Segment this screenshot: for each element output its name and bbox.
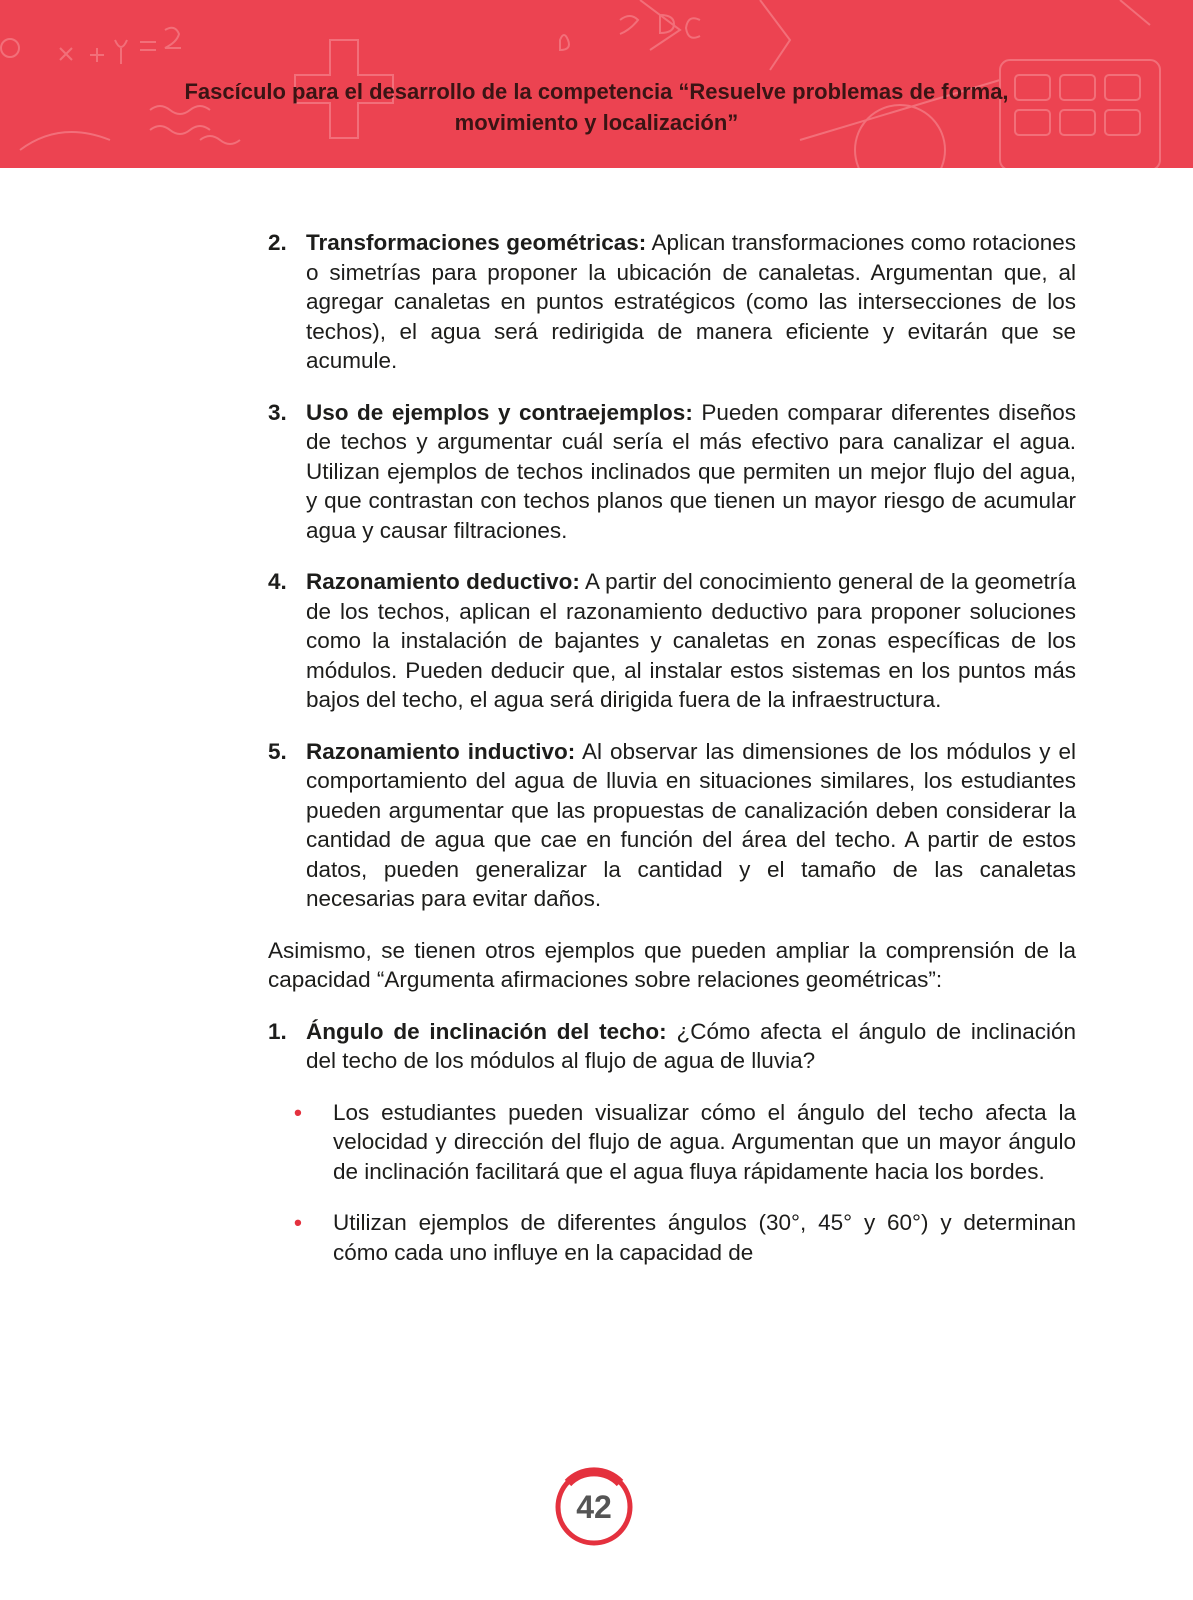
bullet-icon: •	[294, 1099, 302, 1125]
list-item	[268, 228, 1076, 376]
item-number: 2.	[268, 230, 287, 255]
bullet-text: Utilizan ejemplos de diferentes ángulos (30°, 45° y 60°) y determinan cómo cada uno influye en la capacidad de	[333, 1210, 1076, 1265]
list-item	[268, 567, 1076, 715]
item-lead: Transformaciones geométricas:	[306, 230, 647, 255]
item-number: 1.	[268, 1018, 287, 1044]
item-text: Pueden comparar diferentes diseños de techos y argumentar cuál sería el más efectivo para canalizar el agua. Utilizan ejemplos de techos inclinados que permiten un mejor flujo del agua, y que contrastan con techos planos que tienen un mayor riesgo de acumular agua y causar filtraciones.	[306, 399, 1076, 543]
item-number: 3.	[268, 399, 287, 425]
item-number: 4.	[268, 569, 287, 594]
bullet-text: Los estudiantes pueden visualizar cómo el ángulo del techo afecta la velocidad y dirección del flujo de agua. Argumentan que un mayor ángulo de inclinación facilitará que el agua fluya rápidamente hacia los bordes.	[333, 1099, 1076, 1184]
item-lead: Ángulo de inclinación del techo:	[306, 1018, 667, 1044]
item-lead: Uso de ejemplos y contraejemplos:	[306, 399, 693, 425]
list-item	[268, 737, 1076, 914]
fascicle-title-line-2: movimiento y localización”	[454, 110, 739, 135]
item-text: Aplican transformaciones como rotaciones o simetrías para proponer la ubicación de canaletas. Argumentan que, al agregar canaletas en puntos estratégicos (como las intersecciones de los techos), el agua será redirigida de manera eficiente y evitarán que se acumule.	[306, 230, 1076, 373]
item-text: Al observar las dimensiones de los módulos y el comportamiento del agua de lluvia en situaciones similares, los estudiantes pueden argumentar que las propuestas de canalización deben considerar la cantidad de agua que cae en función del área del techo. A partir de estos datos, pueden generalizar la cantidad y el tamaño de las canaletas necesarias para evitar daños.	[306, 738, 1076, 911]
page-number: 42	[576, 1489, 612, 1525]
bullet-icon: •	[294, 1210, 302, 1235]
item-lead: Razonamiento inductivo:	[306, 738, 576, 764]
page-header	[0, 0, 1193, 168]
fascicle-title	[60, 76, 1133, 138]
item-lead: Razonamiento deductivo:	[306, 569, 580, 594]
list-item	[268, 1017, 1076, 1076]
item-number: 5.	[268, 738, 287, 764]
main-content	[268, 228, 1076, 1289]
intro-paragraph: Asimismo, se tienen otros ejemplos que pueden ampliar la comprensión de la capacidad “Argumenta afirmaciones sobre relaciones geométricas”:	[268, 937, 1076, 992]
page-number-badge	[554, 1467, 634, 1547]
bullet-item	[268, 1208, 1076, 1267]
item-text: A partir del conocimiento general de la geometría de los techos, aplican el razonamiento deductivo para proponer soluciones como la instalación de bajantes y canaletas en zonas específicas de los módulos. Pueden deducir que, al instalar estos sistemas en los puntos más bajos del techo, el agua será dirigida fuera de la infraestructura.	[306, 569, 1076, 712]
fascicle-title-line-1: Fascículo para el desarrollo de la competencia “Resuelve problemas de forma,	[184, 79, 1009, 104]
item-text: ¿Cómo afecta el ángulo de inclinación del techo de los módulos al flujo de agua de lluvia?	[306, 1018, 1076, 1073]
list-item	[268, 398, 1076, 546]
bullet-item	[268, 1098, 1076, 1187]
